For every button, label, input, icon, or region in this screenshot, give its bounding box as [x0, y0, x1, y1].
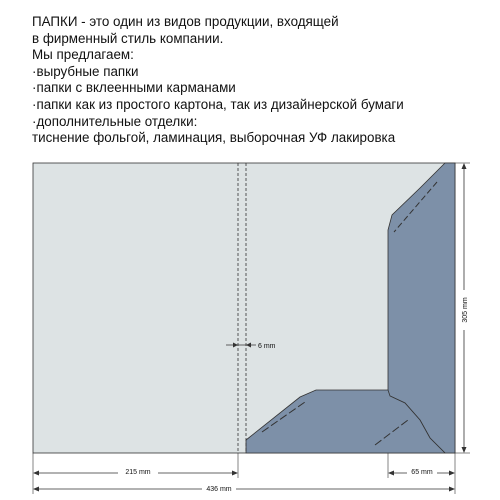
- intro-list-item: ·дополнительные отделки:: [32, 113, 198, 129]
- arrowhead: [462, 447, 467, 453]
- intro-line: тиснение фольгой, ламинация, выборочная УФ лакировка: [32, 130, 396, 146]
- arrowhead: [232, 471, 238, 476]
- pocket-width-dimension-label: 65 mm: [411, 469, 433, 476]
- left-width-dimension-label: 215 mm: [125, 469, 151, 476]
- intro-line: в фирменный стиль компании.: [32, 30, 224, 46]
- intro-list-item: ·вырубные папки: [32, 63, 139, 79]
- arrowhead: [449, 471, 455, 476]
- arrowhead: [33, 471, 39, 476]
- arrowhead: [33, 487, 39, 492]
- height-dimension-label: 305 mm: [462, 297, 469, 323]
- arrowhead: [388, 471, 394, 476]
- intro-list-item: ·папки с вклеенными карманами: [32, 80, 236, 96]
- intro-list-item: ·папки как из простого картона, так из дизайнерской бумаги: [32, 96, 404, 112]
- total-width-dimension-label: 436 mm: [206, 486, 232, 493]
- intro-line: Мы предлагаем:: [32, 47, 134, 63]
- arrowhead: [449, 487, 455, 492]
- arrowhead: [462, 163, 467, 169]
- intro-line: ПАПКИ - это один из видов продукции, входящей: [32, 14, 339, 29]
- spine-dimension-label: 6 mm: [258, 343, 276, 350]
